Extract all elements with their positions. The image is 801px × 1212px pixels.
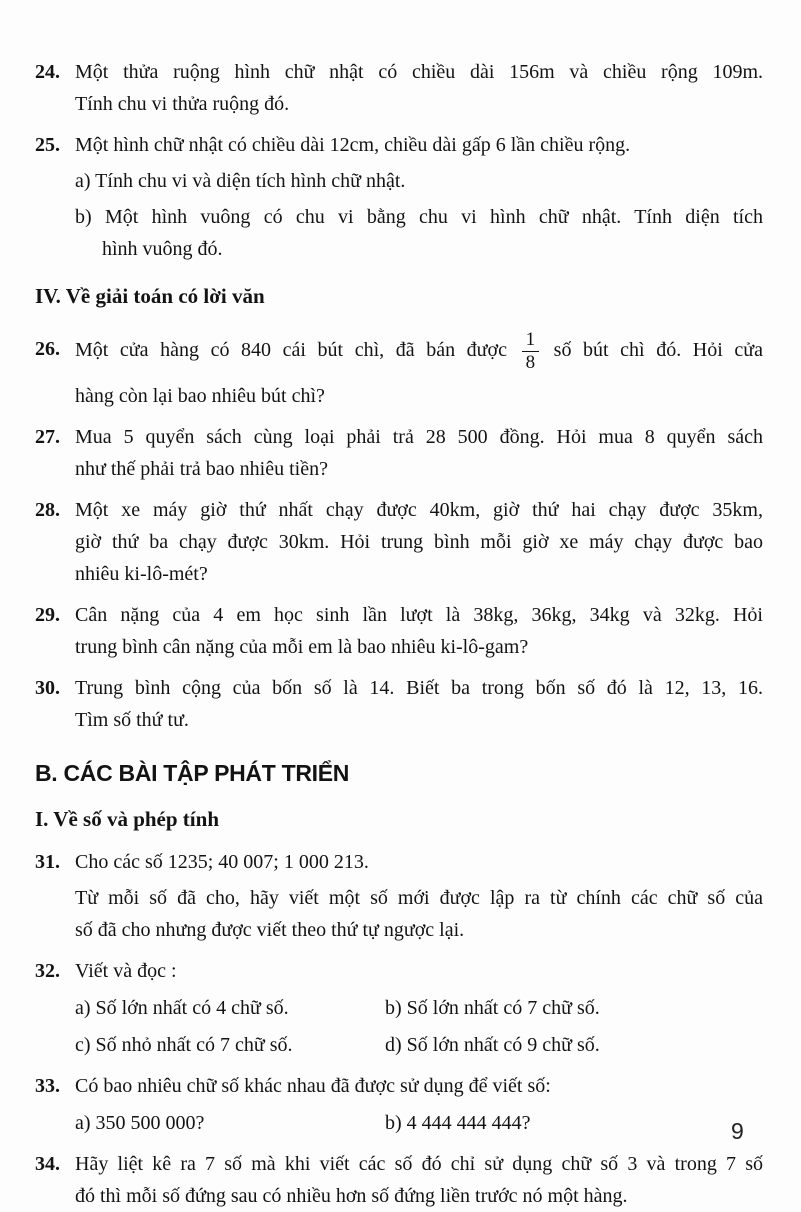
fraction-denominator: 8 — [522, 351, 540, 374]
problem-32-item-c: c) Số nhỏ nhất có 7 chữ số. — [75, 1033, 293, 1056]
problem-31-number: 31. — [35, 850, 60, 873]
problem-27-number: 27. — [35, 425, 60, 448]
fraction-numerator: 1 — [525, 329, 536, 350]
problem-30-number: 30. — [35, 676, 60, 699]
problem-33-item-b: b) 4 444 444 444? — [385, 1111, 531, 1134]
section-heading-b: B. CÁC BÀI TẬP PHÁT TRIỂN — [35, 759, 350, 786]
problem-27 — [0, 421, 801, 485]
page-number: 9 — [731, 1118, 744, 1144]
problem-33-item-a: a) 350 500 000? — [75, 1111, 205, 1134]
problem-34-line-1: Hãy liệt kê ra 7 số mà khi viết các số đó chỉ sử dụng chữ số 3 và trong 7 số — [75, 1152, 763, 1175]
problem-31-line-1: Cho các số 1235; 40 007; 1 000 213. — [75, 850, 369, 873]
problem-32-item-d: d) Số lớn nhất có 9 chữ số. — [385, 1033, 600, 1056]
problem-32-item-a: a) Số lớn nhất có 4 chữ số. — [75, 996, 289, 1019]
problem-33-row-ab — [75, 1107, 763, 1139]
problem-32-number: 32. — [35, 959, 60, 982]
problem-26-text-after-fraction: số bút chì đó. Hỏi cửa — [553, 338, 763, 361]
problem-29-line-1: Cân nặng của 4 em học sinh lần lượt là 38kg, 36kg, 34kg và 32kg. Hỏi — [75, 603, 763, 626]
problem-25-item-a: a) Tính chu vi và diện tích hình chữ nhật. — [75, 170, 406, 192]
problem-25-line-1: Một hình chữ nhật có chiều dài 12cm, chiều dài gấp 6 lần chiều rộng. — [75, 134, 631, 156]
problem-29-line-2: trung bình cân nặng của mỗi em là bao nhiêu ki-lô-gam? — [75, 635, 529, 658]
problem-28-line-1: Một xe máy giờ thứ nhất chạy được 40km, giờ thứ hai chạy được 35km, — [75, 498, 763, 521]
problem-28-line-3: nhiêu ki-lô-mét? — [75, 562, 208, 585]
problem-25-item-b-line-1: b) Một hình vuông có chu vi bằng chu vi hình chữ nhật. Tính diện tích — [75, 206, 763, 228]
problem-27-line-2: như thế phải trả bao nhiêu tiền? — [75, 457, 328, 480]
problem-31 — [0, 846, 801, 946]
problem-27-line-1: Mua 5 quyển sách cùng loại phải trả 28 500 đồng. Hỏi mua 8 quyển sách — [75, 425, 763, 448]
problem-29 — [0, 599, 801, 663]
problem-32-row-cd — [75, 1029, 763, 1061]
problem-24-number: 24. — [35, 61, 60, 83]
problem-32-line-1: Viết và đọc : — [75, 959, 177, 982]
problem-30-line-1: Trung bình cộng của bốn số là 14. Biết ba trong bốn số đó là 12, 13, 16. — [75, 676, 763, 699]
problem-28-line-2: giờ thứ ba chạy được 30km. Hỏi trung bình mỗi giờ xe máy chạy được bao — [75, 530, 763, 553]
problem-34-line-2: đó thì mỗi số đứng sau có nhiều hơn số đứng liền trước nó một hàng. — [75, 1184, 628, 1207]
problem-33-number: 33. — [35, 1074, 60, 1097]
problem-25-number: 25. — [35, 134, 60, 156]
fraction-one-eighth — [522, 329, 540, 374]
problem-34-number: 34. — [35, 1152, 60, 1175]
problem-34 — [0, 1148, 801, 1212]
problem-24 — [0, 56, 801, 120]
problem-32-item-b: b) Số lớn nhất có 7 chữ số. — [385, 996, 600, 1019]
problem-26-number: 26. — [35, 338, 60, 360]
problem-25-item-b-line-2: hình vuông đó. — [102, 238, 223, 260]
problem-30-line-2: Tìm số thứ tư. — [75, 708, 189, 731]
problem-28-number: 28. — [35, 498, 60, 521]
problem-31-line-3: số đã cho nhưng được viết theo thứ tự ngược lại. — [75, 918, 465, 941]
problem-30 — [0, 672, 801, 736]
problem-32-row-ab — [75, 992, 763, 1024]
problem-24-line-2: Tính chu vi thửa ruộng đó. — [75, 93, 290, 115]
problem-26-line-2: hàng còn lại bao nhiêu bút chì? — [75, 384, 325, 407]
problem-28 — [0, 494, 801, 590]
problem-26 — [0, 323, 801, 412]
problem-29-number: 29. — [35, 603, 60, 626]
problem-26-text-before-fraction: Một cửa hàng có 840 cái bút chì, đã bán được — [75, 338, 507, 361]
problem-24-line-1: Một thửa ruộng hình chữ nhật có chiều dài 156m và chiều rộng 109m. — [75, 61, 763, 83]
section-heading-iv: IV. Về giải toán có lời văn — [35, 284, 265, 308]
problem-33-line-1: Có bao nhiêu chữ số khác nhau đã được sử dụng để viết số: — [75, 1074, 551, 1097]
problem-33 — [0, 1070, 801, 1139]
problem-32 — [0, 955, 801, 1061]
section-heading-i: I. Về số và phép tính — [35, 806, 219, 831]
problem-26-line-1 — [75, 323, 763, 380]
problem-25 — [0, 129, 801, 265]
problem-31-line-2: Từ mỗi số đã cho, hãy viết một số mới được lập ra từ chính các chữ số của — [75, 886, 763, 909]
